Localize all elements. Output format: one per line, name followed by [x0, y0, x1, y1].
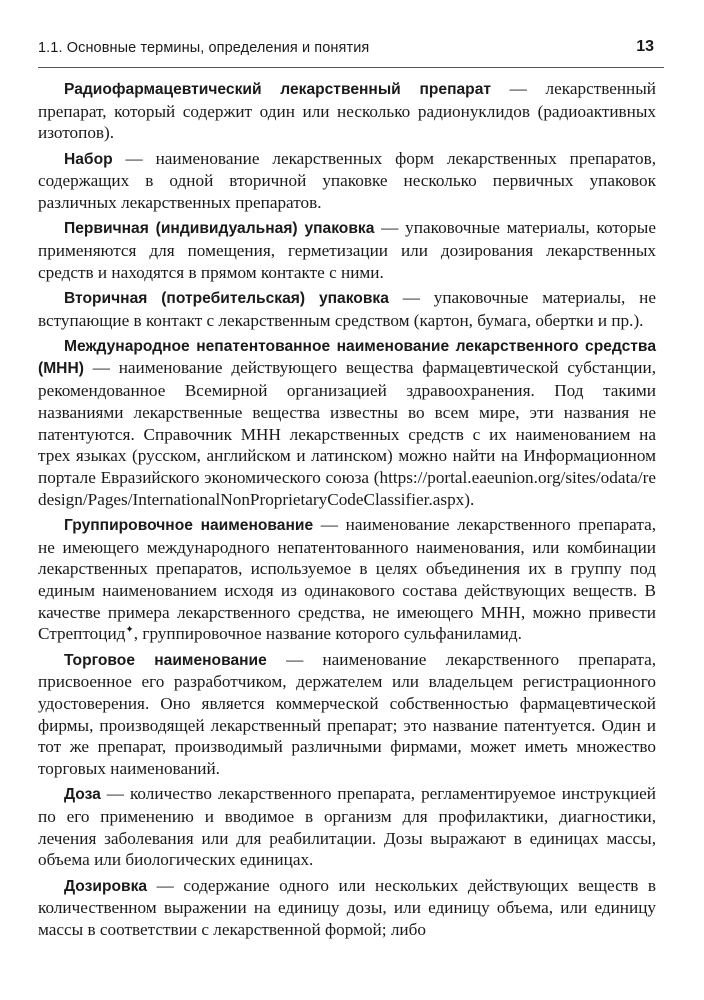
term: Торговое наименование: [64, 651, 267, 669]
star-mark-icon: ✦: [125, 624, 134, 636]
definition-end: ).: [464, 489, 475, 509]
definition: — упаковочные материалы, которые применяются для помещения, герметизации или дозирования лекарственных средств и находятся в прямом контакте с ними.: [38, 218, 656, 282]
term: Первичная (индивидуальная) упаковка: [64, 220, 375, 238]
definition: — лекарственный препарат, который содержит один или несколько радионуклидов (радиоактивных изотопов).: [38, 79, 656, 143]
entry-dosage: [38, 875, 656, 941]
entry-primary-packaging: [38, 217, 656, 283]
term: Международное непатентованное наименование лекарственного средства (МНН): [38, 337, 656, 378]
entry-trade-name: [38, 649, 656, 780]
entry-grouping-name: [38, 514, 656, 645]
page-number: 13: [636, 38, 654, 55]
definition: — содержание одного или нескольких действующих веществ в количественном выражении на единицу дозы, или единицу объема, или единицу массы в соответствии с лекарственной формой; либо: [38, 875, 656, 940]
term: Вторичная (потребительская) упаковка: [64, 289, 389, 307]
definition: — наименование действующего вещества фармацевтической субстанции, рекомендованное Всемирной организацией здравоохранения. Под такими названиями лекарственные вещества известны во всем мире, эти названия не патентуются. Справочник МНН лекарственных средств с их наименованием на трех языках (русском, английском и латинском) можно найти на Информационном портале Евразийского экономического союза (: [38, 358, 656, 487]
running-title: 1.1. Основные термины, определения и понятия: [38, 40, 370, 56]
term: Группировочное наименование: [64, 516, 314, 534]
term: Дозировка: [64, 877, 148, 895]
portal-url-link[interactable]: https://portal.eaeunion.org/sites/odata/redesign/Pages/InternationalNonProprietaryCodeClassifier.aspx: [38, 467, 656, 509]
definition: — наименование лекарственного препарата, присвоенное его разработчиком, держателем или владельцем регистрационного удостоверения. Оно является коммерческой собственностью фармацевтической фирмы, производящей лекарственный препарат; это название патентуется. Один и тот же препарат, производимый различными фирмами, может иметь множество торговых наименований.: [38, 649, 656, 779]
definition: — количество лекарственного препарата, регламентируемое инструкцией по его применению и вводимое в организм для профилактики, диагностики, лечения заболевания или для реабилитации. Дозы выражают в единицах массы, объема или биологических единицах.: [38, 784, 656, 870]
header-rule: [38, 67, 664, 68]
definition: — упаковочные материалы, не вступающие в контакт с лекарственным средством (картон, бумага, обертки и пр.).: [38, 287, 656, 330]
entry-inn: [38, 335, 656, 511]
definition: — наименование лекарственного препарата, не имеющего международного непатентованного наименования, или комбинации лекарственных препаратов, используемое в целях объединения их в группу под единым наименованием исходя из одинакового состава действующих веществ. В качестве примера лекарственного средства, не имеющего МНН, можно привести Стрептоцид: [38, 514, 656, 644]
entry-dose: [38, 783, 656, 871]
glossary-body: [38, 78, 656, 944]
term: Набор: [64, 150, 113, 168]
entry-kit: [38, 148, 656, 214]
entry-radiopharmaceutical: [38, 78, 656, 144]
entry-secondary-packaging: [38, 287, 656, 331]
definition: — наименование лекарственных форм лекарственных препаратов, содержащих в одной вторичной упаковке несколько первичных упаковок различных лекарственных препаратов.: [38, 148, 656, 213]
definition-end: , группировочное название которого сульфаниламид.: [133, 624, 522, 644]
term: Доза: [64, 786, 101, 804]
term: Радиофармацевтический лекарственный препарат: [64, 81, 491, 98]
running-header: [38, 36, 662, 58]
